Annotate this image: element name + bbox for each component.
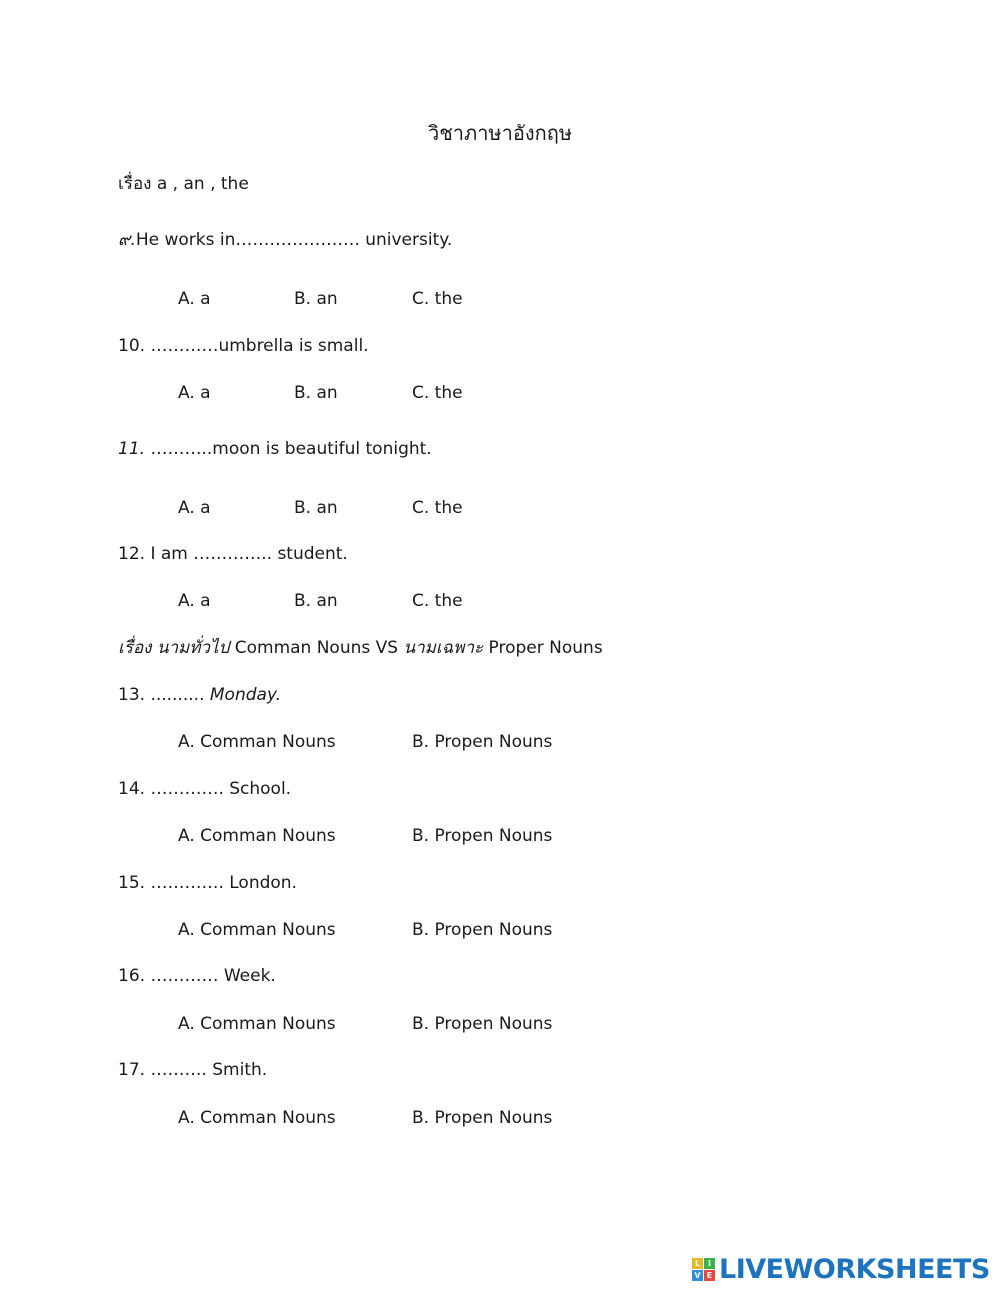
topic-thai-common: เรื่อง นามทั่วไป: [118, 638, 230, 658]
topic-en-common: Comman Nouns VS: [229, 638, 404, 658]
question-13: [118, 684, 281, 706]
option-c[interactable]: C. the: [412, 498, 463, 518]
option-b[interactable]: B. Propen Nouns: [412, 1014, 553, 1034]
question-11: [118, 438, 432, 460]
question-number: ๙.: [118, 230, 136, 250]
option-b[interactable]: B. Propen Nouns: [412, 732, 553, 752]
logo-text: LIVEWORKSHEETS: [719, 1253, 990, 1285]
option-b[interactable]: B. an: [294, 289, 338, 309]
logo-grid-icon: L I V E: [692, 1258, 715, 1281]
question-16: 16. ………… Week.: [118, 966, 276, 986]
topic-en-proper: Proper Nouns: [483, 638, 603, 658]
option-a[interactable]: A. a: [178, 289, 211, 309]
option-a[interactable]: A. Comman Nouns: [178, 732, 336, 752]
liveworksheets-logo[interactable]: [692, 1253, 990, 1285]
question-14: 14. …………. School.: [118, 779, 292, 799]
question-12: 12. I am ………….. student.: [118, 544, 348, 564]
option-a[interactable]: A. Comman Nouns: [178, 920, 336, 940]
question-15: 15. …………. London.: [118, 873, 297, 893]
option-b[interactable]: B. Propen Nouns: [412, 920, 553, 940]
option-b[interactable]: B. an: [294, 498, 338, 518]
option-c[interactable]: C. the: [412, 289, 463, 309]
question-10: 10. …………umbrella is small.: [118, 336, 369, 356]
option-c[interactable]: C. the: [412, 591, 463, 611]
question-text: He works in…………………. university.: [135, 230, 453, 250]
option-a[interactable]: A. a: [178, 383, 211, 403]
option-b[interactable]: B. Propen Nouns: [412, 826, 553, 846]
option-b[interactable]: B. an: [294, 591, 338, 611]
page-title: วิชาภาษาอังกฤษ: [427, 121, 573, 145]
question-9: [118, 229, 452, 251]
option-c[interactable]: C. the: [412, 383, 463, 403]
question-number: 11.: [118, 439, 146, 459]
question-word: Monday.: [209, 685, 282, 705]
option-b[interactable]: B. Propen Nouns: [412, 1108, 553, 1128]
option-a[interactable]: A. a: [178, 498, 211, 518]
option-b[interactable]: B. an: [294, 383, 338, 403]
option-a[interactable]: A. a: [178, 591, 211, 611]
option-a[interactable]: A. Comman Nouns: [178, 1108, 336, 1128]
question-17: 17. ………. Smith.: [118, 1060, 268, 1080]
question-text: ………..moon is beautiful tonight.: [145, 439, 432, 459]
topic-articles: เรื่อง a , an , the: [118, 174, 249, 194]
option-a[interactable]: A. Comman Nouns: [178, 826, 336, 846]
question-prefix: 13. ..........: [118, 685, 210, 705]
topic-nouns: [118, 637, 603, 659]
option-a[interactable]: A. Comman Nouns: [178, 1014, 336, 1034]
topic-thai-proper: นามเฉพาะ: [403, 638, 484, 658]
